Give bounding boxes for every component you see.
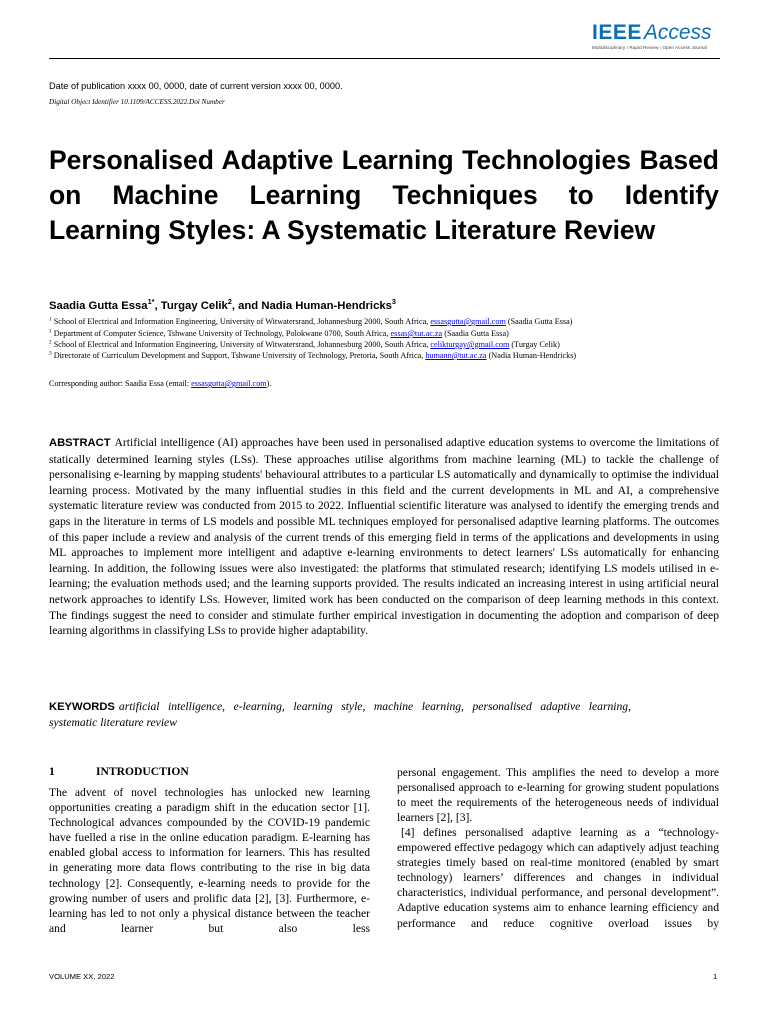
author-list <box>49 297 396 312</box>
header-rule <box>49 58 720 59</box>
affiliation-email-link[interactable]: essasgutta@gmail.com <box>430 317 506 326</box>
section-title: INTRODUCTION <box>96 765 189 778</box>
affiliation-email-link[interactable]: humann@tut.ac.za <box>425 351 487 360</box>
affiliation-line <box>49 340 560 349</box>
affiliation-superscript: 2 <box>49 339 52 346</box>
affiliation-email-link[interactable]: essas@tut.ac.za <box>390 329 443 338</box>
author-superscript: 1* <box>147 297 155 307</box>
author-superscript: 2 <box>227 297 232 307</box>
affiliation-author: (Saadia Gutta Essa) <box>505 317 573 326</box>
intro-right-paragraph-1: personal engagement. This amplifies the need to develop a more personalised approach to e-learning for growing student populations to meet the requirements of the heterogeneous needs of individual learners [2], [3]. <box>397 766 719 825</box>
author-name: Nadia Human-Hendricks <box>261 300 392 312</box>
section-number: 1 <box>49 765 55 778</box>
intro-left-column: The advent of novel technologies has unlocked new learning opportunities creating a paradigm shift in the education sector [1]. Technological advances compounded by the COVID-19 pandemic have fuelled a rise in the online education paradigm. E-learning has enabled global access to information for learners. This has resulted in generating more data flows contributing to the rise in big data technology [2]. Consequently, e-learning needs to provide for the growing number of users and prolific data [2], [3]. Furthermore, e-learning has led to not only a physical distance between the teacher and learner but also less <box>49 786 370 935</box>
corresponding-prefix: Corresponding author: Saadia Essa (email: <box>49 379 192 388</box>
abstract-text: Artificial intelligence (AI) approaches have been used in personalised adaptive education systems to overcome the limitations of statically determined learning styles (LSs). These approaches utilise algorithms from machine learning (ML) to tackle the challenge of personalising e-learning by mapping students' behavioural attributes to a particular LS automatically and dynamically to optimise the individual learning process. Motivated by the many influential studies in this field and the current developments in ML and AI, a comprehensive systematic literature review was conducted from 2015 to 2022. Influential scientific literature was analysed to identify the emerging trends and gaps in the literature in terms of LS models and possible ML techniques employed for personalised adaptive learning platforms. The outcomes of this paper include a review and analysis of the current trends of this emerging field in terms of the applications and developments in using ML approaches to implement more intelligent and adaptive e-learning environments to detect learners' LSs automatically for enhancing learning. In addition, the following issues were also investigated: the platforms that stimulated research; identifying LS models utilised in e-learning; the evaluation methods used; and the learning supports provided. The results indicated an increasing interest in using artificial neural network approaches to identify LSs. However, limited work has been conducted on the comparison of deep learning methods in this context. The findings suggest the need to consider and stimulate further empirical investigation in documenting the adoption and comparison of deep learning algorithms in classifying LSs to provide higher adaptability. <box>49 436 719 638</box>
logo-ieee-text: IEEE <box>592 21 642 44</box>
abstract-label: ABSTRACT <box>49 437 111 449</box>
footer-page-number: 1 <box>713 972 718 981</box>
affiliation-text: Department of Computer Science, Tshwane University of Technology, Polokwane 0700, South Africa, <box>53 329 391 338</box>
corresponding-author <box>49 379 271 388</box>
affiliation-author: (Turgay Celik) <box>509 340 560 349</box>
affiliation-author: (Saadia Gutta Essa) <box>442 329 509 338</box>
intro-right-paragraph-2: [4] defines personalised adaptive learning as a “technology-empowered effective pedagogy which can adaptively adjust teaching strategies timely based on real-time monitored (enabled by smart technology) learners’ differences and changes in individual characteristics, individual performance, and personal development”. Adaptive education systems aim to enhance learning efficiency and performance and reduce cognitive overload issues by <box>397 826 719 930</box>
logo-tagline: Multidisciplinary ⁝ Rapid Review ⁝ Open Access Journal <box>592 45 707 50</box>
affiliation-email-link[interactable]: celikturgay@gmail.com <box>430 340 510 349</box>
affiliation-superscript: 1 <box>49 328 52 335</box>
affiliation-author: (Nadia Human-Hendricks) <box>486 351 577 360</box>
affiliation-text: School of Electrical and Information Engineering, University of Witwatersrand, Johannesburg 2000, South Africa, <box>53 340 431 349</box>
publication-dates: Date of publication xxxx 00, 0000, date of current version xxxx 00, 0000. <box>49 81 343 91</box>
affiliation-line <box>49 329 509 338</box>
doi: Digital Object Identifier 10.1109/ACCESS.2022.Doi Number <box>49 98 225 106</box>
section-heading <box>49 765 189 778</box>
affiliation-superscript: 1 <box>49 316 52 323</box>
logo-access-text: Access <box>643 21 712 44</box>
paper-title: Personalised Adaptive Learning Technologies Based on Machine Learning Techniques to Identify Learning Styles: A Systematic Literature Review <box>49 145 719 245</box>
affiliation-line <box>49 351 576 360</box>
affiliation-text: School of Electrical and Information Engineering, University of Witwatersrand, Johannesburg 2000, South Africa, <box>53 317 431 326</box>
abstract <box>49 435 719 639</box>
corresponding-email-link[interactable]: essasgutta@gmail.com <box>191 379 267 388</box>
author-name: Turgay Celik <box>160 300 228 312</box>
footer-volume: VOLUME XX, 2022 <box>49 972 115 981</box>
author-name: Saadia Gutta Essa <box>49 300 148 312</box>
author-separator: , and <box>231 300 262 312</box>
affiliation-text: Directorate of Curriculum Development and Support, Tshwane University of Technology, Pretoria, South Africa, <box>53 351 426 360</box>
keywords-label: KEYWORDS <box>49 701 115 713</box>
affiliation-superscript: 3 <box>49 350 52 357</box>
corresponding-suffix: ). <box>266 379 272 388</box>
keywords-text: artificial intelligence, e-learning, learning style, machine learning, personalised adaptive learning, systematic literature review <box>49 700 631 729</box>
keywords <box>49 699 631 731</box>
author-superscript: 3 <box>391 297 396 307</box>
affiliation-line <box>49 317 572 326</box>
author-separator: , <box>154 300 161 312</box>
ieee-access-logo <box>592 22 718 51</box>
